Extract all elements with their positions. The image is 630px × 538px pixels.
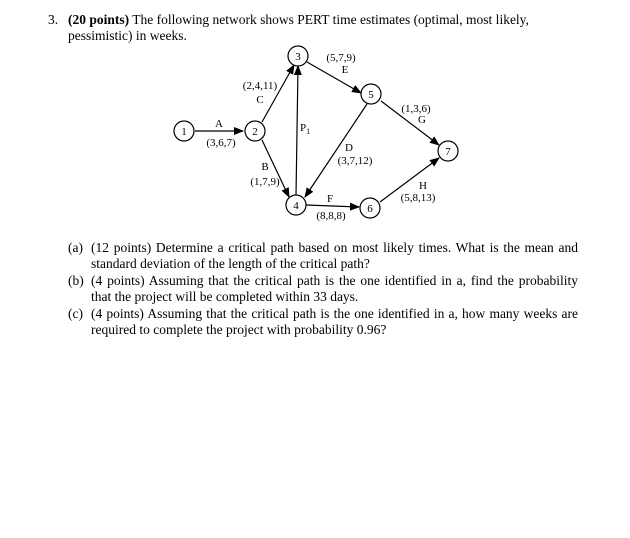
activity-a-estimate: (3,6,7) xyxy=(206,137,236,149)
question-body: The following network shows PERT time estimates (optimal, most likely, pessimistic) in weeks. xyxy=(68,12,529,43)
node-2-label: 2 xyxy=(252,126,258,138)
node-2 xyxy=(245,121,265,141)
part-b-label: (b) xyxy=(68,273,84,288)
node-5 xyxy=(361,84,381,104)
activity-h-estimate: (5,8,13) xyxy=(400,192,436,204)
activity-d-name: D xyxy=(345,142,353,154)
part-a xyxy=(68,240,578,272)
activity-f-name: F xyxy=(326,193,334,205)
node-4 xyxy=(286,195,306,215)
activity-a-name: A xyxy=(215,118,223,130)
activity-f-estimate: (8,8,8) xyxy=(316,210,346,222)
edge-d xyxy=(305,104,367,197)
activity-b-estimate: (1,7,9) xyxy=(250,176,280,188)
node-6-label: 6 xyxy=(367,203,373,215)
part-a-label: (a) xyxy=(68,240,83,255)
part-c xyxy=(68,306,578,338)
edge-e xyxy=(307,62,361,93)
node-3-label: 3 xyxy=(295,51,301,63)
activity-c-name: C xyxy=(256,94,264,106)
node-1 xyxy=(174,121,194,141)
node-7-label: 7 xyxy=(445,146,451,158)
activity-g-estimate: (1,3,6) xyxy=(401,103,431,115)
part-b-text: (4 points) Assuming that the critical path is the one identified in a, find the probability that the project will be completed within 33 days. xyxy=(91,273,578,304)
node-3 xyxy=(288,46,308,66)
edge-f xyxy=(306,205,359,207)
question-parts xyxy=(68,240,578,339)
edge-c xyxy=(262,65,294,122)
node-5-label: 5 xyxy=(368,89,374,101)
activity-e-estimate: (5,7,9) xyxy=(326,52,356,64)
activity-b-name: B xyxy=(261,161,269,173)
node-4-label: 4 xyxy=(293,200,299,212)
node-6 xyxy=(360,198,380,218)
activity-g-name: G xyxy=(418,114,426,126)
question-number: 3. xyxy=(48,12,59,27)
dummy-p1-label: $P_1$ xyxy=(300,122,311,136)
node-1-label: 1 xyxy=(181,126,187,138)
part-b xyxy=(68,273,578,305)
activity-h-name: H xyxy=(419,180,427,192)
activity-c-estimate: (2,4,11) xyxy=(242,80,278,92)
part-c-label: (c) xyxy=(68,306,83,321)
activity-e-name: E xyxy=(341,64,349,76)
part-a-text: (12 points) Determine a critical path based on most likely times. What is the mean and standard deviation of the length of the critical path? xyxy=(91,240,578,271)
part-c-text: (4 points) Assuming that the critical path is the one identified in a, how many weeks are required to complete the project with probability 0.96? xyxy=(91,306,578,337)
edge-p1 xyxy=(296,66,298,196)
activity-d-estimate: (3,7,12) xyxy=(337,155,373,167)
node-7 xyxy=(438,141,458,161)
question-points: (20 points) xyxy=(68,12,130,27)
